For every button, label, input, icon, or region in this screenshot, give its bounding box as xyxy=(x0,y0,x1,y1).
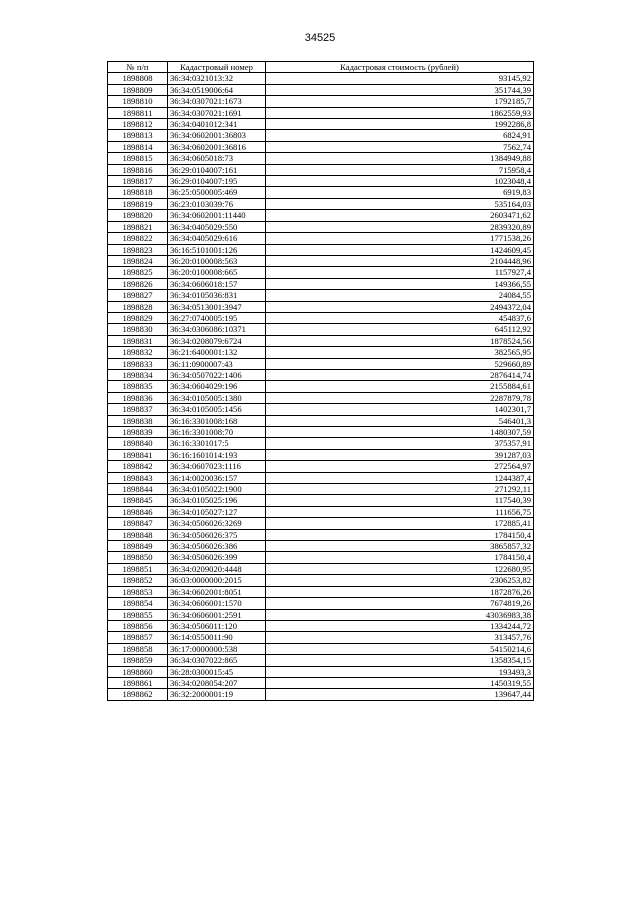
cadastral-value-cell: 1992286,8 xyxy=(266,119,534,130)
row-index-cell: 1898813 xyxy=(108,130,168,141)
table-row xyxy=(108,153,534,164)
table-row xyxy=(108,335,534,346)
table-row xyxy=(108,552,534,563)
table-row xyxy=(108,472,534,483)
table-body xyxy=(108,73,534,700)
table-row xyxy=(108,598,534,609)
cadastral-number-cell: 36:14:0020036:157 xyxy=(168,472,266,483)
cadastral-value-cell: 1480307,59 xyxy=(266,427,534,438)
cadastral-number-cell: 36:34:0307021:1673 xyxy=(168,96,266,107)
cadastral-value-cell: 1450319,55 xyxy=(266,677,534,688)
table-row xyxy=(108,620,534,631)
cadastral-number-cell: 36:32:2000001:19 xyxy=(168,689,266,700)
row-index-cell: 1898810 xyxy=(108,96,168,107)
cadastral-value-cell: 1878524,56 xyxy=(266,335,534,346)
cadastral-number-cell: 36:34:0607023:1116 xyxy=(168,461,266,472)
cadastral-number-cell: 36:16:5101001:126 xyxy=(168,244,266,255)
table-row xyxy=(108,324,534,335)
table-row xyxy=(108,484,534,495)
cadastral-value-cell: 2494372,04 xyxy=(266,301,534,312)
cadastral-value-cell: 3865857,32 xyxy=(266,541,534,552)
row-index-cell: 1898845 xyxy=(108,495,168,506)
table-row xyxy=(108,73,534,84)
table-row xyxy=(108,221,534,232)
cadastral-number-cell: 36:34:0306086:10371 xyxy=(168,324,266,335)
table-row xyxy=(108,267,534,278)
table-row xyxy=(108,415,534,426)
cadastral-value-cell: 1424609,45 xyxy=(266,244,534,255)
table-row xyxy=(108,187,534,198)
table-row xyxy=(108,449,534,460)
row-index-cell: 1898835 xyxy=(108,381,168,392)
cadastral-number-cell: 36:34:0605018:73 xyxy=(168,153,266,164)
cadastral-value-cell: 546401,3 xyxy=(266,415,534,426)
cadastral-number-cell: 36:23:0103039:76 xyxy=(168,198,266,209)
cadastral-value-cell: 1792185,7 xyxy=(266,96,534,107)
table-row xyxy=(108,130,534,141)
cadastral-value-cell: 529660,89 xyxy=(266,358,534,369)
cadastral-value-cell: 6919,83 xyxy=(266,187,534,198)
table-row xyxy=(108,107,534,118)
cadastral-value-cell: 454837,6 xyxy=(266,312,534,323)
cadastral-value-cell: 1771538,26 xyxy=(266,233,534,244)
row-index-cell: 1898827 xyxy=(108,290,168,301)
row-index-cell: 1898809 xyxy=(108,84,168,95)
cadastral-number-cell: 36:14:0550011:90 xyxy=(168,632,266,643)
row-index-cell: 1898833 xyxy=(108,358,168,369)
row-index-cell: 1898815 xyxy=(108,153,168,164)
row-index-cell: 1898858 xyxy=(108,643,168,654)
cadastral-value-cell: 2104448,96 xyxy=(266,255,534,266)
cadastral-number-cell: 36:16:3301017:5 xyxy=(168,438,266,449)
cadastral-value-cell: 375357,91 xyxy=(266,438,534,449)
cadastral-value-cell: 271292,11 xyxy=(266,484,534,495)
row-index-cell: 1898831 xyxy=(108,335,168,346)
cadastral-number-cell: 36:34:0208054:207 xyxy=(168,677,266,688)
row-index-cell: 1898811 xyxy=(108,107,168,118)
cadastral-value-cell: 139647,44 xyxy=(266,689,534,700)
row-index-cell: 1898841 xyxy=(108,449,168,460)
table-row xyxy=(108,369,534,380)
table-header-row xyxy=(108,62,534,73)
table-row xyxy=(108,438,534,449)
table-row xyxy=(108,278,534,289)
cadastral-value-cell: 7674819,26 xyxy=(266,598,534,609)
row-index-cell: 1898808 xyxy=(108,73,168,84)
table-row xyxy=(108,655,534,666)
row-index-cell: 1898850 xyxy=(108,552,168,563)
table-row xyxy=(108,84,534,95)
cadastral-value-cell: 7562,74 xyxy=(266,141,534,152)
cadastral-number-cell: 36:34:0602001:36816 xyxy=(168,141,266,152)
cadastral-number-cell: 36:34:0604029:196 xyxy=(168,381,266,392)
cadastral-number-cell: 36:34:0321013:32 xyxy=(168,73,266,84)
row-index-cell: 1898826 xyxy=(108,278,168,289)
cadastral-value-cell: 1358354,15 xyxy=(266,655,534,666)
row-index-cell: 1898852 xyxy=(108,575,168,586)
cadastral-number-cell: 36:34:0208079:6724 xyxy=(168,335,266,346)
cadastral-value-cell: 1384949,88 xyxy=(266,153,534,164)
cadastral-value-cell: 6824,91 xyxy=(266,130,534,141)
cadastral-value-cell: 43036983,38 xyxy=(266,609,534,620)
cadastral-value-cell: 1402301,7 xyxy=(266,404,534,415)
cadastral-number-cell: 36:27:0740005:195 xyxy=(168,312,266,323)
table-row xyxy=(108,119,534,130)
row-index-cell: 1898837 xyxy=(108,404,168,415)
row-index-cell: 1898812 xyxy=(108,119,168,130)
row-index-cell: 1898861 xyxy=(108,677,168,688)
cadastral-value-cell: 24084,55 xyxy=(266,290,534,301)
row-index-cell: 1898849 xyxy=(108,541,168,552)
cadastral-number-cell: 36:34:0506026:399 xyxy=(168,552,266,563)
cadastral-number-cell: 36:34:0606001:1570 xyxy=(168,598,266,609)
row-index-cell: 1898828 xyxy=(108,301,168,312)
row-index-cell: 1898839 xyxy=(108,427,168,438)
table-row xyxy=(108,518,534,529)
cadastral-number-cell: 36:34:0513001:3947 xyxy=(168,301,266,312)
row-index-cell: 1898816 xyxy=(108,164,168,175)
row-index-cell: 1898836 xyxy=(108,392,168,403)
table-row xyxy=(108,632,534,643)
row-index-cell: 1898834 xyxy=(108,369,168,380)
table-row xyxy=(108,233,534,244)
cadastral-number-cell: 36:34:0405029:550 xyxy=(168,221,266,232)
cadastral-number-cell: 36:34:0506026:3269 xyxy=(168,518,266,529)
row-index-cell: 1898832 xyxy=(108,347,168,358)
table-row xyxy=(108,198,534,209)
cadastral-value-cell: 2306253,82 xyxy=(266,575,534,586)
table-row xyxy=(108,244,534,255)
row-index-cell: 1898843 xyxy=(108,472,168,483)
cadastral-number-cell: 36:03:0000000:2015 xyxy=(168,575,266,586)
table-row xyxy=(108,689,534,700)
cadastral-value-cell: 1784150,4 xyxy=(266,552,534,563)
table-row xyxy=(108,427,534,438)
cadastral-value-cell: 313457,76 xyxy=(266,632,534,643)
cadastral-number-cell: 36:34:0602001:36803 xyxy=(168,130,266,141)
cadastral-number-cell: 36:34:0105027:127 xyxy=(168,506,266,517)
table-row xyxy=(108,290,534,301)
table-row xyxy=(108,461,534,472)
cadastral-number-cell: 36:34:0105022:1900 xyxy=(168,484,266,495)
cadastral-value-cell: 1784150,4 xyxy=(266,529,534,540)
cadastral-value-cell: 535164,03 xyxy=(266,198,534,209)
cadastral-number-cell: 36:21:6400001:132 xyxy=(168,347,266,358)
row-index-cell: 1898825 xyxy=(108,267,168,278)
row-index-cell: 1898846 xyxy=(108,506,168,517)
row-index-cell: 1898838 xyxy=(108,415,168,426)
table-row xyxy=(108,495,534,506)
table-row xyxy=(108,643,534,654)
cadastral-value-cell: 193493,3 xyxy=(266,666,534,677)
cadastral-number-cell: 36:16:3301008:168 xyxy=(168,415,266,426)
row-index-cell: 1898855 xyxy=(108,609,168,620)
row-index-cell: 1898853 xyxy=(108,586,168,597)
table-row xyxy=(108,609,534,620)
row-index-cell: 1898821 xyxy=(108,221,168,232)
cadastral-number-cell: 36:34:0506026:375 xyxy=(168,529,266,540)
table-row xyxy=(108,164,534,175)
row-index-cell: 1898844 xyxy=(108,484,168,495)
cadastral-number-cell: 36:29:0104007:195 xyxy=(168,176,266,187)
table-row xyxy=(108,255,534,266)
cadastral-value-cell: 1244387,4 xyxy=(266,472,534,483)
cadastral-value-cell: 351744,39 xyxy=(266,84,534,95)
cadastral-number-cell: 36:34:0507022:1406 xyxy=(168,369,266,380)
cadastral-number-cell: 36:17:0000000:538 xyxy=(168,643,266,654)
row-index-cell: 1898822 xyxy=(108,233,168,244)
cadastral-number-cell: 36:34:0606018:157 xyxy=(168,278,266,289)
table-row xyxy=(108,666,534,677)
table-row xyxy=(108,176,534,187)
row-index-cell: 1898820 xyxy=(108,210,168,221)
row-index-cell: 1898859 xyxy=(108,655,168,666)
row-index-cell: 1898818 xyxy=(108,187,168,198)
cadastral-value-cell: 122680,95 xyxy=(266,563,534,574)
row-index-cell: 1898840 xyxy=(108,438,168,449)
cadastral-value-cell: 1872876,26 xyxy=(266,586,534,597)
row-index-cell: 1898842 xyxy=(108,461,168,472)
table-row xyxy=(108,575,534,586)
cadastral-number-cell: 36:25:0500005:469 xyxy=(168,187,266,198)
table-row xyxy=(108,506,534,517)
cadastral-number-cell: 36:34:0307021:1691 xyxy=(168,107,266,118)
cadastral-value-cell: 1157927,4 xyxy=(266,267,534,278)
cadastral-number-cell: 36:34:0105036:831 xyxy=(168,290,266,301)
row-index-cell: 1898847 xyxy=(108,518,168,529)
table-row xyxy=(108,392,534,403)
row-index-cell: 1898856 xyxy=(108,620,168,631)
cadastral-number-cell: 36:34:0506011:120 xyxy=(168,620,266,631)
table-row xyxy=(108,381,534,392)
cadastral-value-cell: 391287,03 xyxy=(266,449,534,460)
table-row xyxy=(108,563,534,574)
cadastral-number-cell: 36:34:0401012:341 xyxy=(168,119,266,130)
cadastral-number-cell: 36:20:0100008:563 xyxy=(168,255,266,266)
row-index-cell: 1898848 xyxy=(108,529,168,540)
cadastral-value-table xyxy=(107,61,534,701)
cadastral-number-cell: 36:11:0900007:43 xyxy=(168,358,266,369)
cadastral-number-cell: 36:28:0300015:45 xyxy=(168,666,266,677)
cadastral-value-cell: 2155884,61 xyxy=(266,381,534,392)
row-index-cell: 1898823 xyxy=(108,244,168,255)
cadastral-value-cell: 117540,39 xyxy=(266,495,534,506)
cadastral-number-cell: 36:34:0519006:64 xyxy=(168,84,266,95)
cadastral-value-cell: 1862559,93 xyxy=(266,107,534,118)
cadastral-value-cell: 715958,4 xyxy=(266,164,534,175)
table-row xyxy=(108,586,534,597)
cadastral-value-cell: 2287879,78 xyxy=(266,392,534,403)
cadastral-number-cell: 36:16:1601014:193 xyxy=(168,449,266,460)
table-row xyxy=(108,141,534,152)
cadastral-number-cell: 36:29:0104007:161 xyxy=(168,164,266,175)
column-header-cadastral-value: Кадастровая стоимость (рублей) xyxy=(266,62,534,73)
row-index-cell: 1898814 xyxy=(108,141,168,152)
column-header-index: № п/п xyxy=(108,62,168,73)
table-row xyxy=(108,347,534,358)
cadastral-value-cell: 272564,97 xyxy=(266,461,534,472)
cadastral-number-cell: 36:34:0602001:8051 xyxy=(168,586,266,597)
table-row xyxy=(108,541,534,552)
row-index-cell: 1898829 xyxy=(108,312,168,323)
row-index-cell: 1898830 xyxy=(108,324,168,335)
cadastral-value-cell: 2603471,62 xyxy=(266,210,534,221)
cadastral-number-cell: 36:34:0105005:1456 xyxy=(168,404,266,415)
cadastral-number-cell: 36:34:0307022:865 xyxy=(168,655,266,666)
cadastral-number-cell: 36:34:0606001:2591 xyxy=(168,609,266,620)
table-row xyxy=(108,96,534,107)
row-index-cell: 1898862 xyxy=(108,689,168,700)
row-index-cell: 1898851 xyxy=(108,563,168,574)
cadastral-number-cell: 36:34:0209020:4448 xyxy=(168,563,266,574)
table-row xyxy=(108,677,534,688)
row-index-cell: 1898824 xyxy=(108,255,168,266)
row-index-cell: 1898857 xyxy=(108,632,168,643)
cadastral-value-cell: 149366,55 xyxy=(266,278,534,289)
row-index-cell: 1898817 xyxy=(108,176,168,187)
cadastral-value-cell: 1023048,4 xyxy=(266,176,534,187)
cadastral-number-cell: 36:34:0506026:386 xyxy=(168,541,266,552)
column-header-cadastral-number: Кадастровый номер xyxy=(168,62,266,73)
cadastral-number-cell: 36:20:0100008:665 xyxy=(168,267,266,278)
table-row xyxy=(108,312,534,323)
page-number: 34525 xyxy=(304,32,336,44)
table-row xyxy=(108,529,534,540)
row-index-cell: 1898819 xyxy=(108,198,168,209)
cadastral-value-cell: 54150214,6 xyxy=(266,643,534,654)
row-index-cell: 1898860 xyxy=(108,666,168,677)
cadastral-number-cell: 36:34:0105005:1380 xyxy=(168,392,266,403)
cadastral-value-cell: 645112,92 xyxy=(266,324,534,335)
cadastral-value-cell: 172885,41 xyxy=(266,518,534,529)
cadastral-number-cell: 36:16:3301008:70 xyxy=(168,427,266,438)
cadastral-value-cell: 111656,75 xyxy=(266,506,534,517)
cadastral-number-cell: 36:34:0405029:616 xyxy=(168,233,266,244)
cadastral-value-cell: 382565,95 xyxy=(266,347,534,358)
table-row xyxy=(108,404,534,415)
table-row xyxy=(108,210,534,221)
table-row xyxy=(108,301,534,312)
cadastral-value-cell: 2876414,74 xyxy=(266,369,534,380)
cadastral-number-cell: 36:34:0602001:11440 xyxy=(168,210,266,221)
cadastral-value-cell: 93145,92 xyxy=(266,73,534,84)
table-row xyxy=(108,358,534,369)
cadastral-number-cell: 36:34:0105025:196 xyxy=(168,495,266,506)
row-index-cell: 1898854 xyxy=(108,598,168,609)
cadastral-value-cell: 1334244,72 xyxy=(266,620,534,631)
cadastral-value-cell: 2839320,89 xyxy=(266,221,534,232)
